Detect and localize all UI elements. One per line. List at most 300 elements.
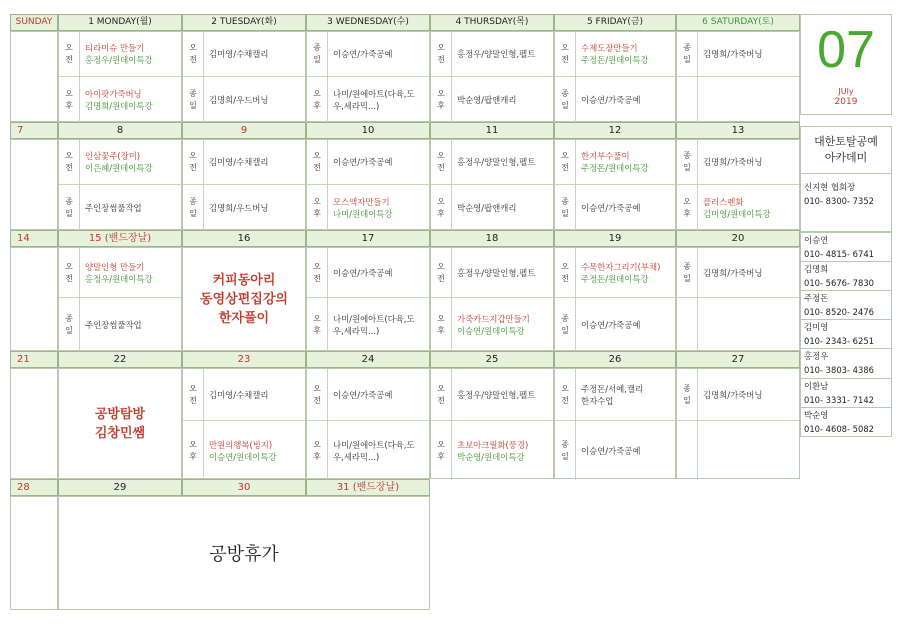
label-char: 오 [65,151,73,160]
day-number-13: 13 [676,122,800,139]
slot-label-pm [307,77,328,123]
label-char: 후 [437,101,445,110]
contact-item [800,291,892,320]
calendar-frame [10,14,892,610]
slot-label-all [677,369,698,420]
label-char: 종 [683,383,691,393]
am-slot [431,140,553,185]
label-char: 일 [561,101,569,110]
am-slot [183,32,305,77]
label-char: 종 [561,314,569,323]
label-char: 전 [189,55,197,64]
header-monday: 1 MONDAY(월) [58,14,182,31]
slot-label-all [677,140,698,184]
month-year: 2019 [834,97,858,107]
class-teacher: 이승연/원데이특강 [209,451,277,462]
info-panel [800,14,892,610]
contact-name: 김명희 [804,264,829,274]
month-box [800,14,892,115]
slot-label-am [183,32,204,76]
class-entry: 주정돈/서예,캘리 [581,383,644,394]
label-char: 후 [313,101,321,110]
slot-label-all [183,77,204,123]
day-number-24: 24 [306,351,430,368]
class-entry: 이승연/가죽공예 [581,203,641,213]
all-day-slot [677,369,799,421]
header-saturday: 6 SATURDAY(토) [676,14,800,31]
all-day-slot [555,185,675,231]
contact-item [800,379,892,408]
am-slot [183,369,305,421]
contact-item [800,349,892,379]
slot-label-am [431,369,452,420]
class-entry: 주인장썸풀작업 [85,203,142,213]
header-tuesday: 2 TUESDAY(화) [182,14,306,31]
slot-label-pm [307,421,328,480]
am-slot [555,32,675,77]
label-char: 오 [437,261,445,271]
label-char: 일 [561,209,569,218]
label-char: 일 [189,209,197,218]
pm-slot [431,298,553,352]
slot-label-am [307,140,328,184]
class-entry-cont: 우,세라믹...) [333,101,380,111]
contact-phone: 010- 8300- 7352 [804,196,874,206]
slot-label-am [555,32,576,76]
slot-label-all [677,248,698,297]
slot-label-all [555,298,576,352]
label-char: 일 [313,55,321,64]
day-cell-4 [430,31,554,122]
label-char: 오 [437,197,445,206]
slot-label-am [431,248,452,297]
label-char: 오 [313,151,321,160]
day-number-30: 30 [182,479,306,496]
slot-label-am [59,32,80,76]
class-entry: 홍정우/양말인형,펠트 [457,49,536,59]
class-title: 티라미슈 만들기 [85,43,145,53]
class-entry: 김명희/우드버닝 [209,95,269,105]
month-name: JUly [838,87,854,96]
class-teacher: 이승연/원데이특강 [457,326,525,336]
day-cell-22 [58,368,182,479]
day-number-10: 10 [306,122,430,139]
class-entry: 나미/원에아트(다육,도 [333,314,415,324]
class-entry-cont: 우,세라믹...) [333,326,380,336]
day-number-25: 25 [430,351,554,368]
label-char: 오 [313,89,321,98]
label-char: 후 [437,326,445,335]
am-slot [307,140,429,185]
class-teacher: 주정돈/원데이특강 [581,273,649,284]
class-entry: 홍정우/양말인형,펠트 [457,267,536,278]
pm-slot [307,77,429,123]
label-char: 종 [683,43,691,52]
label-char: 후 [189,451,197,461]
class-entry: 홍정우/양말인형,펠트 [457,389,536,400]
contact-name: 신지현 협회장 [804,182,856,192]
label-char: 오 [561,151,569,160]
slot-label-pm [59,77,80,123]
slot-label-empty [677,77,698,123]
day-cell-15 [58,247,182,351]
all-day-slot [59,185,181,231]
label-char: 오 [313,197,321,206]
slot-label-am [555,248,576,297]
label-char: 일 [683,55,691,64]
pm-slot [431,77,553,123]
day-cell-26 [554,368,676,479]
empty-slot [677,421,799,480]
label-char: 종 [189,89,197,98]
class-entry: 이승연/가죽공예 [333,389,393,400]
day-cell-3 [306,31,430,122]
class-entry: 나미/원에아트(다육,도 [333,439,415,450]
slot-label-all [307,32,328,76]
label-char: 종 [561,197,569,206]
class-title: 양말인형 만들기 [85,261,145,272]
label-char: 일 [65,326,73,335]
special-event [183,248,305,350]
all-day-slot [183,77,305,123]
slot-label-pm [677,185,698,231]
sunday-cell-week5 [10,496,58,610]
class-entry: 이승연/가죽공예 [333,49,393,59]
contact-name: 김미영 [804,322,829,332]
sunday-cell-week4 [10,368,58,479]
am-slot [183,140,305,185]
label-char: 전 [189,163,197,172]
label-char: 전 [65,55,73,64]
special-event-line: 한자풀이 [218,310,270,326]
contact-phone: 010- 5676- 7830 [804,278,874,288]
vacation-label: 공방휴가 [209,544,279,565]
day-cell-25 [430,368,554,479]
special-event-line: 동영상편집강의 [200,291,288,307]
contact-name: 이승연 [804,235,829,245]
class-teacher: 김미영/원데이특강 [703,209,771,219]
class-title: 플러스펜화 [703,197,744,207]
label-char: 오 [189,43,197,52]
label-char: 일 [561,326,569,335]
all-day-slot [555,421,675,480]
label-char: 오 [313,383,321,393]
label-char: 전 [313,395,321,405]
class-entry: 홍정우/양말인형,펠트 [457,157,536,167]
slot-label-all [59,298,80,352]
label-char: 오 [189,383,197,393]
special-event-line: 김창민쌤 [94,425,146,441]
header-sunday: SUNDAY [10,14,58,31]
contact-item [800,320,892,349]
all-day-slot [677,32,799,77]
day-number-31: 31 (밴드장날) [306,479,430,496]
label-char: 전 [313,163,321,172]
academy-line1: 대한토탈공예 [814,135,878,148]
sunday-cell-week3 [10,247,58,351]
label-char: 오 [437,151,445,160]
slot-label-empty [677,421,698,480]
class-teacher: 나미/원데이특강 [333,209,393,219]
slot-label-pm [431,298,452,352]
label-char: 오 [189,151,197,160]
label-char: 오 [313,439,321,449]
class-entry: 박순영/팝앤캐리 [457,203,517,213]
pm-slot [431,185,553,231]
label-char: 오 [561,43,569,52]
pm-slot [307,185,429,231]
label-char: 일 [65,209,73,218]
am-slot [555,369,675,421]
am-slot [431,32,553,77]
label-char: 전 [437,273,445,283]
label-char: 전 [561,395,569,405]
day-cell-18 [430,247,554,351]
day-cell-8 [58,139,182,230]
class-entry: 이승연/가죽공예 [581,445,641,456]
class-title: 아이팟가죽버닝 [85,89,142,99]
class-entry: 김미영/수채캘리 [209,49,269,59]
label-char: 오 [313,314,321,323]
label-char: 일 [561,451,569,461]
slot-label-am [307,369,328,420]
label-char: 오 [561,383,569,393]
academy-name [800,126,892,174]
day-cell-13 [676,139,800,230]
contact-item [800,262,892,291]
label-char: 일 [683,273,691,283]
am-slot [431,369,553,421]
calendar-grid [10,14,800,610]
class-title: 수묵한자그리기(부채) [581,261,661,272]
slot-label-all [555,185,576,231]
class-entry: 김미영/수채캘리 [209,157,269,167]
pm-slot [183,421,305,480]
day-cell-16 [182,247,306,351]
label-char: 전 [437,163,445,172]
class-title: 초보아크릴화(풍경) [457,439,529,450]
label-char: 일 [683,395,691,405]
class-entry: 김명희/우드버닝 [209,203,269,213]
class-teacher: 홍정우/원데이특강 [85,55,153,65]
label-char: 오 [437,89,445,98]
contact-name: 홍정우 [804,351,829,361]
all-day-slot [555,298,675,352]
class-entry-cont: 한자수업 [581,395,614,406]
label-char: 전 [189,395,197,405]
contact-name: 주정돈 [804,293,829,303]
class-entry: 김명희/가죽버닝 [703,267,763,278]
am-slot [59,140,181,185]
day-number-12: 12 [554,122,676,139]
label-char: 전 [437,55,445,64]
label-char: 오 [65,261,73,271]
header-thursday: 4 THURSDAY(목) [430,14,554,31]
vacation-cell [58,496,430,610]
label-char: 오 [189,439,197,449]
am-slot [431,248,553,298]
class-entry: 이승연/가죽공예 [581,320,641,330]
day-number-29: 29 [58,479,182,496]
day-cell-1 [58,31,182,122]
class-teacher: 주정돈/원데이특강 [581,163,649,173]
slot-label-am [555,140,576,184]
day-cell-23 [182,368,306,479]
class-title: 만원의행복(빙지) [209,439,273,450]
slot-label-am [431,32,452,76]
class-teacher: 박순영/원데이특강 [457,451,525,462]
slot-label-all [555,421,576,480]
slot-label-pm [431,185,452,231]
label-char: 종 [683,261,691,271]
class-teacher: 주정돈/원데이특강 [581,55,649,65]
day-number-19: 19 [554,230,676,247]
contact-president [800,174,892,232]
label-char: 전 [437,395,445,405]
class-teacher: 이은혜/원데이특강 [85,163,153,173]
pm-slot [307,421,429,480]
day-number-16: 16 [182,230,306,247]
all-day-slot [677,248,799,298]
day-cell-6 [676,31,800,122]
pm-slot [677,185,799,231]
contact-phone: 010- 8520- 2476 [804,307,874,317]
header-friday: 5 FRIDAY(금) [554,14,676,31]
class-entry-cont: 우,세라믹...) [333,451,380,462]
contact-name: 박순영 [804,410,829,420]
slot-label-all [59,185,80,231]
contact-phone: 010- 4608- 5082 [804,424,874,434]
class-title: 인삼꽃주(장미) [85,151,141,161]
day-cell-5 [554,31,676,122]
class-title: 모스액자만들기 [333,197,390,207]
all-day-slot [183,185,305,231]
slot-label-am [59,140,80,184]
class-entry: 나미/원에아트(다육,도 [333,89,415,99]
am-slot [555,248,675,298]
day-number-23: 23 [182,351,306,368]
day-cell-11 [430,139,554,230]
day-number-18: 18 [430,230,554,247]
day-cell-24 [306,368,430,479]
label-char: 전 [561,273,569,283]
slot-label-am [183,140,204,184]
day-number-20: 20 [676,230,800,247]
slot-label-all [183,185,204,231]
label-char: 전 [65,163,73,172]
label-char: 일 [683,163,691,172]
all-day-slot [59,298,181,352]
contact-phone: 010- 4815- 6741 [804,249,874,259]
slot-label-pm [431,421,452,480]
slot-label-pm [307,298,328,352]
month-number: 07 [817,21,875,79]
pm-slot [307,298,429,352]
day-number-27: 27 [676,351,800,368]
all-day-slot [555,77,675,123]
day-number-9: 9 [182,122,306,139]
contact-phone: 010- 3331- 7142 [804,395,874,405]
slot-label-am [431,140,452,184]
class-entry: 이승연/가죽공예 [581,95,641,105]
day-number-7: 7 [10,122,58,139]
am-slot [59,248,181,298]
day-cell-20 [676,247,800,351]
label-char: 오 [437,383,445,393]
day-number-22: 22 [58,351,182,368]
label-char: 일 [189,101,197,110]
slot-label-all [677,32,698,76]
special-event-line: 커피동아리 [212,272,276,288]
label-char: 오 [65,43,73,52]
slot-label-pm [183,421,204,480]
academy-line2: 아카데미 [824,151,868,164]
empty-slot [677,298,799,352]
label-char: 후 [313,326,321,335]
label-char: 오 [437,43,445,52]
label-char: 종 [65,197,73,206]
label-char: 후 [437,209,445,218]
day-number-26: 26 [554,351,676,368]
label-char: 종 [65,314,73,323]
contact-item [800,232,892,262]
class-teacher: 김명희/원데이특강 [85,101,153,111]
class-entry: 김명희/가죽버닝 [703,49,763,59]
sunday-cell-week2 [10,139,58,230]
day-cell-19 [554,247,676,351]
day-number-11: 11 [430,122,554,139]
label-char: 오 [65,89,73,98]
label-char: 오 [437,314,445,323]
class-entry: 박순영/팝앤캐리 [457,95,517,105]
day-number-8: 8 [58,122,182,139]
class-title: 가죽카드지갑만들기 [457,314,530,324]
class-title: 한지부수풀이 [581,151,630,161]
day-number-17: 17 [306,230,430,247]
label-char: 종 [561,89,569,98]
slot-label-all [555,77,576,123]
empty-slot [677,77,799,123]
special-event [59,369,181,478]
label-char: 종 [189,197,197,206]
label-char: 전 [561,163,569,172]
label-char: 전 [561,55,569,64]
label-char: 후 [65,101,73,110]
day-number-14: 14 [10,230,58,247]
label-char: 전 [65,273,73,283]
pm-slot [59,77,181,123]
class-title: 수제도장만들기 [581,43,638,53]
day-number-28: 28 [10,479,58,496]
label-char: 전 [313,273,321,283]
label-char: 후 [313,451,321,461]
contact-phone: 010- 3803- 4386 [804,365,874,375]
slot-label-am [555,369,576,420]
label-char: 오 [437,439,445,449]
am-slot [555,140,675,185]
day-cell-9 [182,139,306,230]
class-entry: 이승연/가죽공예 [333,157,393,167]
slot-label-empty [677,298,698,352]
slot-label-pm [431,77,452,123]
pm-slot [431,421,553,480]
am-slot [307,248,429,298]
label-char: 오 [313,261,321,271]
am-slot [59,32,181,77]
label-char: 종 [561,439,569,449]
slot-label-am [59,248,80,297]
class-entry: 김미영/수채캘리 [209,389,269,400]
